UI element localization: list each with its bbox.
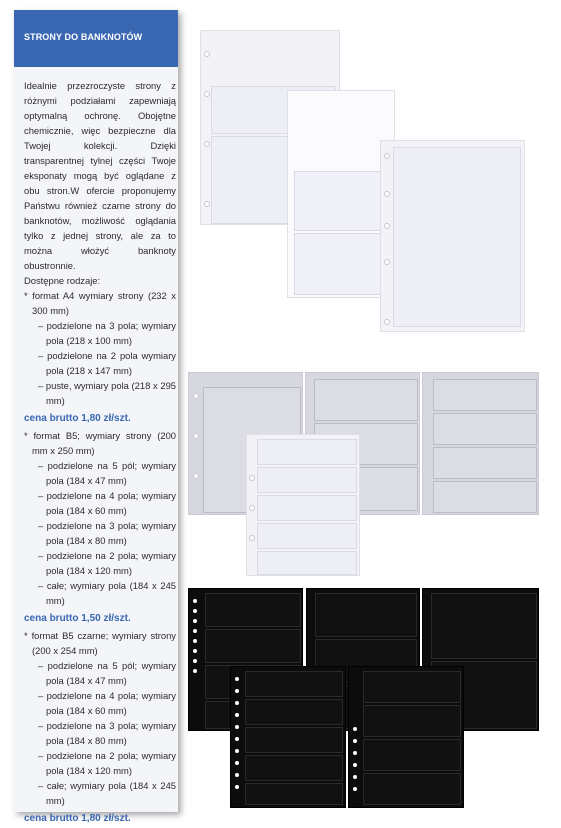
- format-a4: * format A4 wymiary strony (232 x 300 mm): [24, 290, 176, 316]
- b5-page-4-fields: [422, 372, 539, 515]
- price-b5-black: cena brutto 1,80 zł/szt.: [24, 813, 131, 824]
- photo-b5-pages: [188, 372, 543, 582]
- list-item: – całe; wymiary pola (184 x 245 mm): [38, 580, 176, 606]
- available-label: Dostępne rodzaje:: [24, 275, 101, 286]
- sidebar-header: [14, 10, 178, 67]
- list-item: – podzielone na 5 pól; wymiary pola (184 x 47 mm): [38, 660, 176, 686]
- sidebar-content: [24, 78, 176, 828]
- format-b5: * format B5; wymiary strony (200 mm x 250 mm): [24, 430, 176, 456]
- list-item: – podzielone na 3 pola; wymiary pola (184 x 80 mm): [38, 720, 176, 746]
- photo-a4-pages: [195, 25, 540, 335]
- black-page-4: [230, 666, 346, 808]
- black-page-5: [348, 666, 464, 808]
- list-item: – podzielone na 3 pola; wymiary pola (218 x 100 mm): [38, 320, 176, 346]
- intro-text: Idealnie przezroczyste strony z różnymi podziałami zapewniają optymalną ochronę. Obojętne chemicznie, więc bezpieczne dla Twojej kolekcji. Dzięki transparentnej tylnej części Twoje eksponaty mogą być oglądane z obu stron.W ofercie proponujemy Państwu również czarne strony do banknotów, możliwość oglądania tylko z jednej strony, ale za to można włożyć banknoty obustronnie.: [24, 80, 176, 271]
- product-sidebar: [14, 10, 178, 824]
- list-item: – podzielone na 2 pola; wymiary pola (184 x 120 mm): [38, 750, 176, 776]
- list-item: – podzielone na 2 pola; wymiary pola (184 x 120 mm): [38, 550, 176, 576]
- price-a4: cena brutto 1,80 zł/szt.: [24, 413, 131, 424]
- list-item: – całe; wymiary pola (184 x 245 mm): [38, 780, 176, 806]
- list-item: – podzielone na 4 pola; wymiary pola (184 x 60 mm): [38, 690, 176, 716]
- list-item: – podzielone na 5 pól; wymiary pola (184 x 47 mm): [38, 460, 176, 486]
- format-b5-black: * format B5 czarne; wymiary strony (200 x 254 mm): [24, 630, 176, 656]
- a4-page-blank: [380, 140, 525, 332]
- list-item: – podzielone na 3 pola; wymiary pola (184 x 80 mm): [38, 520, 176, 546]
- list-item: – puste, wymiary pola (218 x 295 mm): [38, 380, 176, 406]
- a4-page-3-fields: [287, 90, 395, 298]
- b5-page-5-fields: [246, 434, 360, 576]
- price-b5: cena brutto 1,50 zł/szt.: [24, 613, 131, 624]
- list-item: – podzielone na 2 pola wymiary pola (218 x 147 mm): [38, 350, 176, 376]
- photo-black-pages: [188, 588, 543, 813]
- sidebar-title: STRONY DO BANKNOTÓW: [24, 32, 143, 42]
- list-item: – podzielone na 4 pola; wymiary pola (184 x 60 mm): [38, 490, 176, 516]
